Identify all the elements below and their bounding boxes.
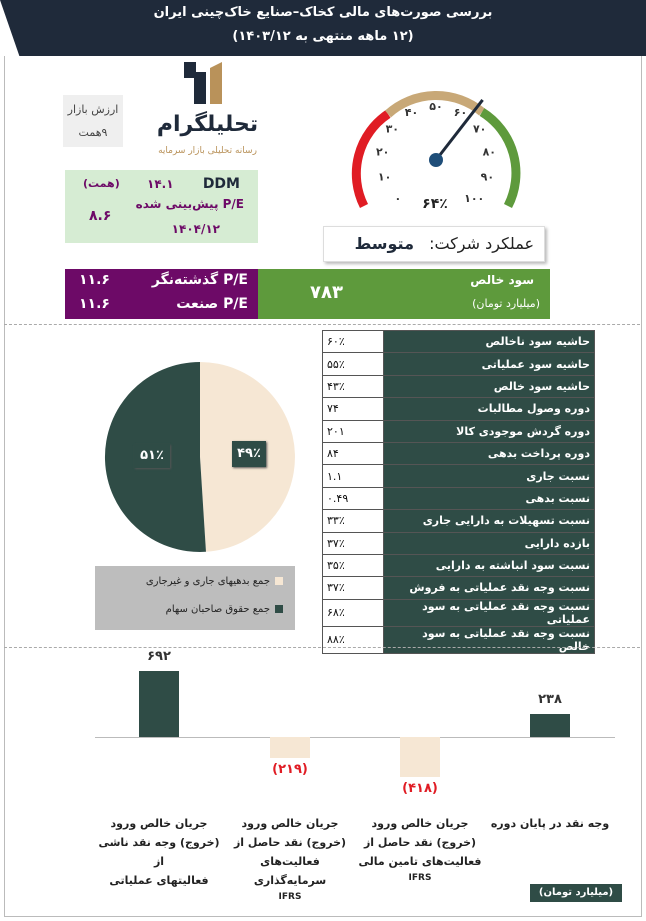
ratio-label: نسبت وجه نقد عملیاتی به سود عملیاتی [384,599,595,626]
ratio-row [323,420,595,442]
ratio-label: نسبت سود انباشته به دارایی [384,554,595,576]
gauge-tick-label: ۶۰ [453,105,468,119]
waterfall-label-line: فعالیت‌های تامین مالی [358,855,482,868]
ratio-label: حاشیه سود خالص [384,375,595,397]
ratio-value: ۷۴ [323,398,384,420]
ratio-row [323,510,595,532]
ratio-label: حاشیه سود ناخالص [384,331,595,353]
ratio-value: ۳۳٪ [323,510,384,532]
ratio-value: ۲۰۱ [323,420,384,442]
capital-structure-pie [100,360,300,555]
ratio-label: دوره وصول مطالبات [384,398,595,420]
ddm-value: ۱۴.۱ [147,177,174,191]
waterfall-label-line: وجه نقد در پایان دوره [490,817,610,830]
waterfall-value-label: (۴۱۸) [402,780,438,796]
logo-tagline: رسانه تحلیلی بازار سرمایه [158,146,257,156]
waterfall-note: IFRS [408,873,432,883]
net-profit-unit: (میلیارد تومان) [472,297,540,310]
waterfall-unit: (میلیارد تومان) [530,884,622,902]
market-cap-value: ۹همت [78,126,108,139]
ratio-label: دوره پرداخت بدهی [384,442,595,464]
ratio-value: ۵۵٪ [323,353,384,375]
ratio-label: نسبت وجه نقد عملیاتی به فروش [384,577,595,599]
waterfall-label-line: جریان خالص ورود [371,817,469,830]
ratios-table [322,330,595,654]
gauge-tick-label: ۹۰ [480,170,495,184]
ddm-unit: (همت) [83,177,120,190]
ratio-label: دوره گردش موجودی کالا [384,420,595,442]
pie-label-equity: ۵۱٪ [134,444,170,468]
pe-industry-label: P/E صنعت [176,296,248,312]
performance-label: عملکرد شرکت: [429,234,534,253]
waterfall-label-line: (خروج) نقد حاصل از [233,836,347,849]
pe-industry-value: ۱۱.۶ [79,296,110,312]
waterfall-label-line: (خروج) وجه نقد ناشی از [98,836,220,868]
ratio-row [323,554,595,576]
valuation-box [65,170,258,243]
performance-value: متوسط [354,234,414,253]
legend-item-liabilities [146,576,283,587]
gauge-tick-label: ۴۰ [404,105,419,119]
ratio-row [323,465,595,487]
ratio-row [323,532,595,554]
ratio-value: ۴۳٪ [323,375,384,397]
ratio-value: ۶۰٪ [323,331,384,353]
pie-legend [95,566,295,630]
pie-label-liabilities: ۴۹٪ [232,441,266,467]
ratio-value: ۳۷٪ [323,532,384,554]
legend-text-equity: جمع حقوق صاحبان سهام [165,604,270,615]
ratio-label: بازده دارایی [384,532,595,554]
ratio-label: حاشیه سود عملیاتی [384,353,595,375]
waterfall-axis [95,737,615,738]
pe-trailing-label: P/E گذشته‌نگر [151,272,248,288]
ratio-value: ۸۸٪ [323,626,384,653]
page-subtitle: (۱۲ ماهه منتهی به ۱۴۰۳/۱۲) [232,29,414,44]
ratio-row [323,353,595,375]
logo-name: تحلیلگرام [156,112,259,137]
market-cap-box [63,95,123,147]
waterfall-value-label: ۲۳۸ [538,692,562,708]
ratio-row [323,577,595,599]
ratio-row [323,442,595,464]
ratio-row [323,398,595,420]
waterfall-label-line: (خروج) نقد حاصل از [363,836,477,849]
legend-item-equity [166,604,283,615]
pe-forecast-label: P/E پیش‌بینی شده [135,197,244,211]
divider-2 [4,647,640,648]
pe-trailing-value: ۱۱.۶ [79,272,110,288]
ratio-value: ۰.۴۹ [323,487,384,509]
net-profit-value: ۷۸۳ [310,282,343,303]
divider [4,324,640,325]
ratio-value: ۱.۱ [323,465,384,487]
ratio-label: نسبت تسهیلات به دارایی جاری [384,510,595,532]
market-cap-label: ارزش بازار [67,103,119,116]
legend-text-liabilities: جمع بدهیهای جاری و غیرجاری [145,576,270,587]
ratio-row [323,487,595,509]
legend-swatch-equity [275,605,283,613]
gauge-tick-label: ۸۰ [482,145,497,159]
waterfall-note: IFRS [278,892,302,902]
gauge-tick-label: ۱۰۰ [464,192,485,206]
waterfall-value-label: (۲۱۹) [272,761,308,777]
pe-forecast-date: ۱۴۰۴/۱۲ [171,222,220,236]
waterfall-label-line: فعالیت‌های سرمایه‌گذاری [253,855,327,887]
logo-mark [178,58,238,108]
ratio-value: ۶۸٪ [323,599,384,626]
ratio-value: ۸۴ [323,442,384,464]
net-profit-box [258,269,550,319]
gauge-tick-label: ۳۰ [385,122,400,136]
gauge-tick-label: ۷۰ [472,122,487,136]
gauge-tick-label: ۵۰ [429,100,443,113]
gauge-tick-label: ۰ [394,192,402,206]
ratio-row [323,626,595,653]
net-profit-label: سود خالص [470,273,534,287]
ratio-label: نسبت بدهی [384,487,595,509]
ratio-row [323,375,595,397]
waterfall-label-line: جریان خالص ورود [110,817,208,830]
ratio-label: نسبت وجه نقد عملیاتی به سود خالص [384,626,595,653]
ratio-row [323,331,595,353]
gauge-tick-label: ۲۰ [375,145,390,159]
ratio-value: ۳۷٪ [323,577,384,599]
page-title: بررسی صورت‌های مالی کخاک–صنایع خاک‌چینی ایران [153,5,493,20]
waterfall-label-line: جریان خالص ورود [241,817,339,830]
waterfall-value-label: ۶۹۲ [147,649,171,664]
ddm-label: DDM [202,176,240,192]
waterfall-label-line: فعالیتهای عملیاتی [109,874,209,887]
legend-swatch-liabilities [275,577,283,585]
gauge-value-label: ۶۴٪ [422,196,448,212]
pe-box [65,269,258,319]
gauge-tick-label: ۱۰ [377,170,392,184]
gauge-hub [429,153,443,167]
pe-forecast-value: ۸.۶ [89,208,112,224]
ratio-value: ۳۵٪ [323,554,384,576]
ratio-label: نسبت جاری [384,465,595,487]
performance-box [323,226,545,262]
ratio-row [323,599,595,626]
